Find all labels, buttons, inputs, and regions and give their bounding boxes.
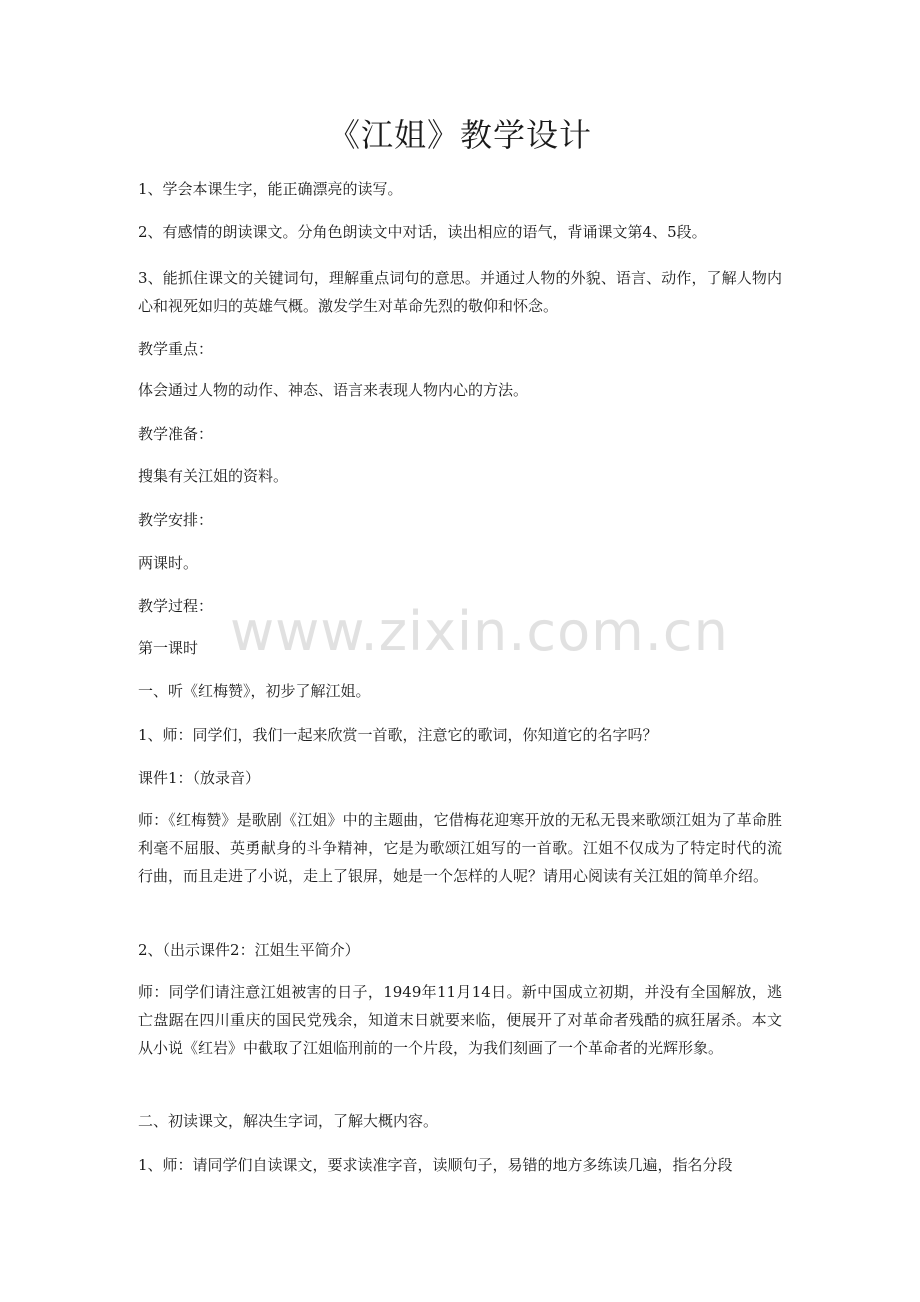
paragraph: 体会通过人物的动作、神态、语言来表现人物内心的方法。 [138,381,529,399]
paragraph: 1、学会本课生字，能正确漂亮的读写。 [138,180,403,198]
paragraph: 一、听《红梅赞》，初步了解江姐。 [138,682,371,700]
paragraph: 教学准备： [138,425,214,443]
paragraph: 1、师：同学们，我们一起来欣赏一首歌，注意它的歌词，你知道它的名字吗？ [138,726,658,744]
paragraph: 师：《红梅赞》是歌剧《江姐》中的主题曲，它借梅花迎寒开放的无私无畏来歌颂江姐为了革命胜利毫不屈服、英勇献身的斗争精神，它是为歌颂江姐写的一首歌。江姐不仅成为了特定时代的流行曲，而且走进了小说，走上了银屏，她是一个怎样的人呢？请用心阅读有关江姐的简单介绍。 [138,811,782,885]
paragraph: 教学安排： [138,511,214,529]
document-title: 《江姐》教学设计 [327,116,592,154]
paragraph: 课件1：（放录音） [138,769,261,787]
paragraph: 教学过程： [138,597,214,615]
paragraph: 师：同学们请注意江姐被害的日子，1949年11月14日。新中国成立初期，并没有全国解放，逃亡盘踞在四川重庆的国民党残余，知道末日就要来临，便展开了对革命者残酷的疯狂屠杀。本文从小说《红岩》中截取了江姐临刑前的一个片段，为我们刻画了一个革命者的光辉形象。 [138,983,782,1057]
paragraph: 3、能抓住课文的关键词句，理解重点词句的意思。并通过人物的外貌、语言、动作，了解人物内心和视死如归的英雄气概。激发学生对革命先烈的敬仰和怀念。 [138,269,782,315]
paragraph: 教学重点： [138,340,214,358]
paragraph: 2、有感情的朗读课文。分角色朗读文中对话，读出相应的语气，背诵课文第4、5段。 [138,223,707,241]
paragraph: 1、师：请同学们自读课文，要求读准字音，读顺句子，易错的地方多练读几遍，指名分段 [138,1156,733,1174]
paragraph: 二、初读课文，解决生字词，了解大概内容。 [138,1112,439,1130]
watermark: www.zixin.com.cn [230,600,729,663]
paragraph: 第一课时 [138,639,199,657]
paragraph: 两课时。 [138,554,199,572]
paragraph: 2、（出示课件2：江姐生平简介） [138,941,360,959]
paragraph: 搜集有关江姐的资料。 [138,467,289,485]
